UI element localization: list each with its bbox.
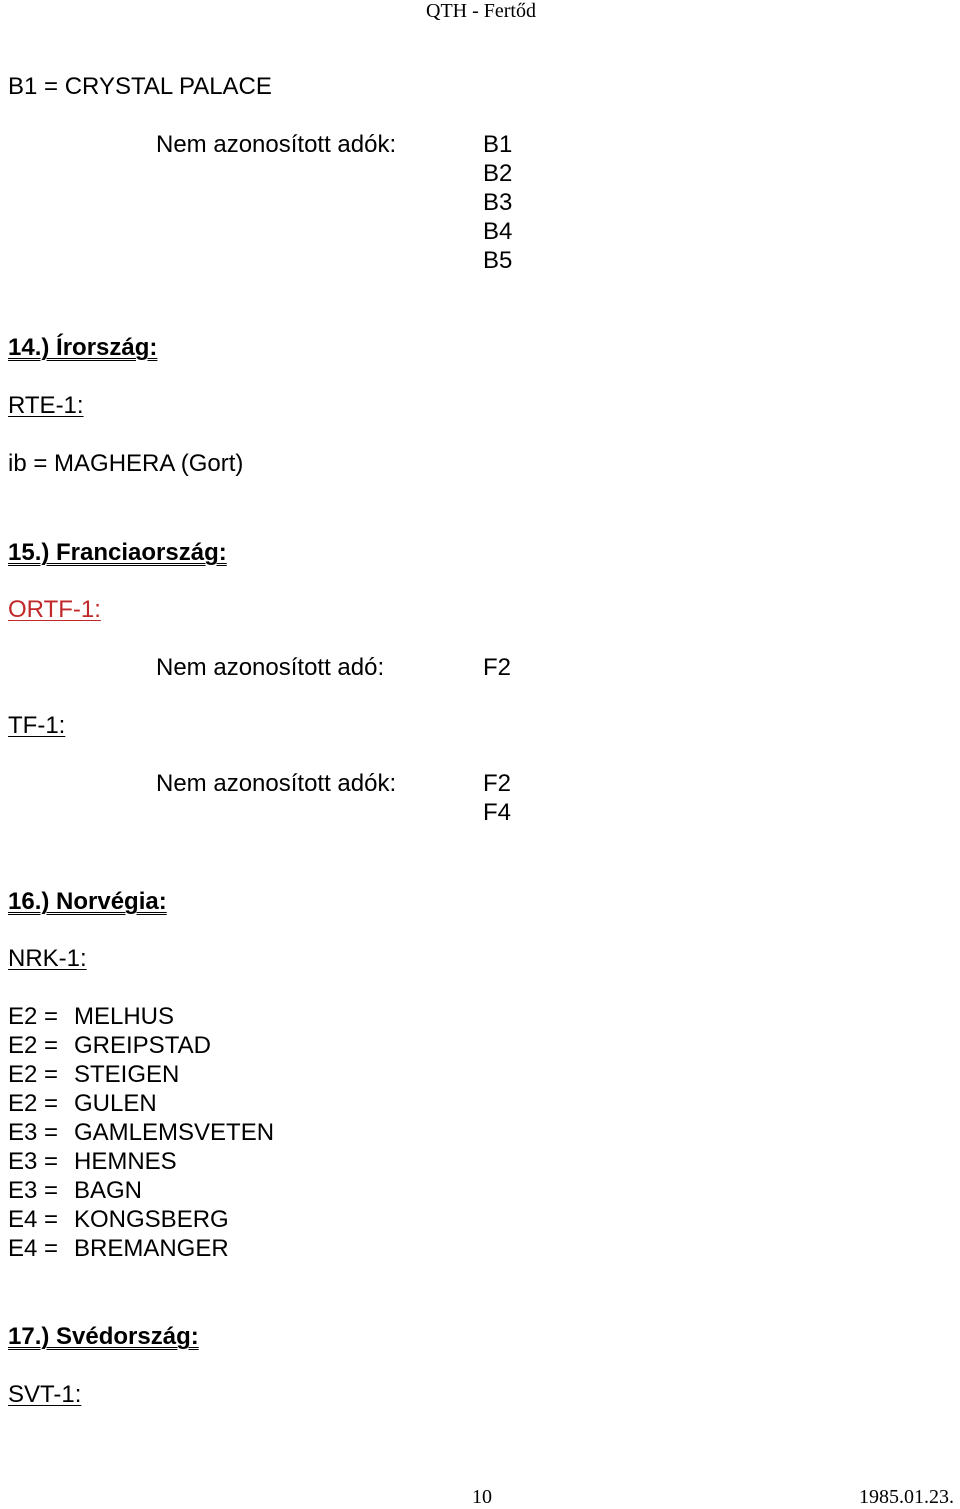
list-item [8,1205,274,1234]
station-name: BAGN [74,1177,143,1204]
page-number: 10 [472,1486,492,1508]
footer-date: 1985.01.23. [859,1486,954,1508]
station-code: E3 = [8,1148,59,1175]
code-item: B4 [483,218,513,245]
ireland-station-line: ib = MAGHERA (Gort) [8,450,244,477]
code-item: F4 [483,799,512,826]
section-heading-france: 15.) Franciaország: [8,539,227,566]
unidentified-label-b: Nem azonosított adók: [156,131,397,158]
unidentified-label-f: Nem azonosított adók: [156,770,397,797]
list-item [8,1176,274,1205]
list-item [8,1147,274,1176]
b1-station-line: B1 = CRYSTAL PALACE [8,73,272,100]
list-item [8,1234,274,1263]
station-code: E2 = [8,1032,59,1059]
network-tf1: TF-1: [8,712,66,739]
network-svt1: SVT-1: [8,1381,82,1408]
code-item: B5 [483,247,513,274]
code-item: F2 [483,770,512,797]
list-item [8,1031,274,1060]
section-heading-ireland: 14.) Írország: [8,334,158,361]
unidentified-code-f-single: F2 [483,654,512,681]
station-code: E4 = [8,1206,59,1233]
station-code: E2 = [8,1003,59,1030]
list-item [8,1089,274,1118]
code-item: B2 [483,160,513,187]
station-name: STEIGEN [74,1061,180,1088]
norway-station-list [8,1002,274,1263]
network-nrk1: NRK-1: [8,945,87,972]
station-code: E2 = [8,1061,59,1088]
section-heading-norway: 16.) Norvégia: [8,888,167,915]
station-code: E3 = [8,1119,59,1146]
code-item: B1 [483,131,513,158]
network-ortf1-link[interactable]: ORTF-1: [8,596,101,623]
station-code: E3 = [8,1177,59,1204]
code-item: B3 [483,189,513,216]
unidentified-label-f-single: Nem azonosított adó: [156,654,385,681]
page-header-title: QTH - Fertőd [426,0,536,22]
station-name: GULEN [74,1090,157,1117]
section-heading-sweden: 17.) Svédország: [8,1323,199,1350]
unidentified-codes-b [483,130,512,275]
station-name: MELHUS [74,1003,175,1030]
station-name: GREIPSTAD [74,1032,211,1059]
station-code: E4 = [8,1235,59,1262]
network-rte1: RTE-1: [8,392,84,419]
station-name: GAMLEMSVETEN [74,1119,275,1146]
list-item [8,1060,274,1089]
station-name: BREMANGER [74,1235,229,1262]
station-code: E2 = [8,1090,59,1117]
station-name: KONGSBERG [74,1206,229,1233]
unidentified-codes-f [483,769,511,827]
list-item [8,1118,274,1147]
station-name: HEMNES [74,1148,177,1175]
list-item [8,1002,274,1031]
